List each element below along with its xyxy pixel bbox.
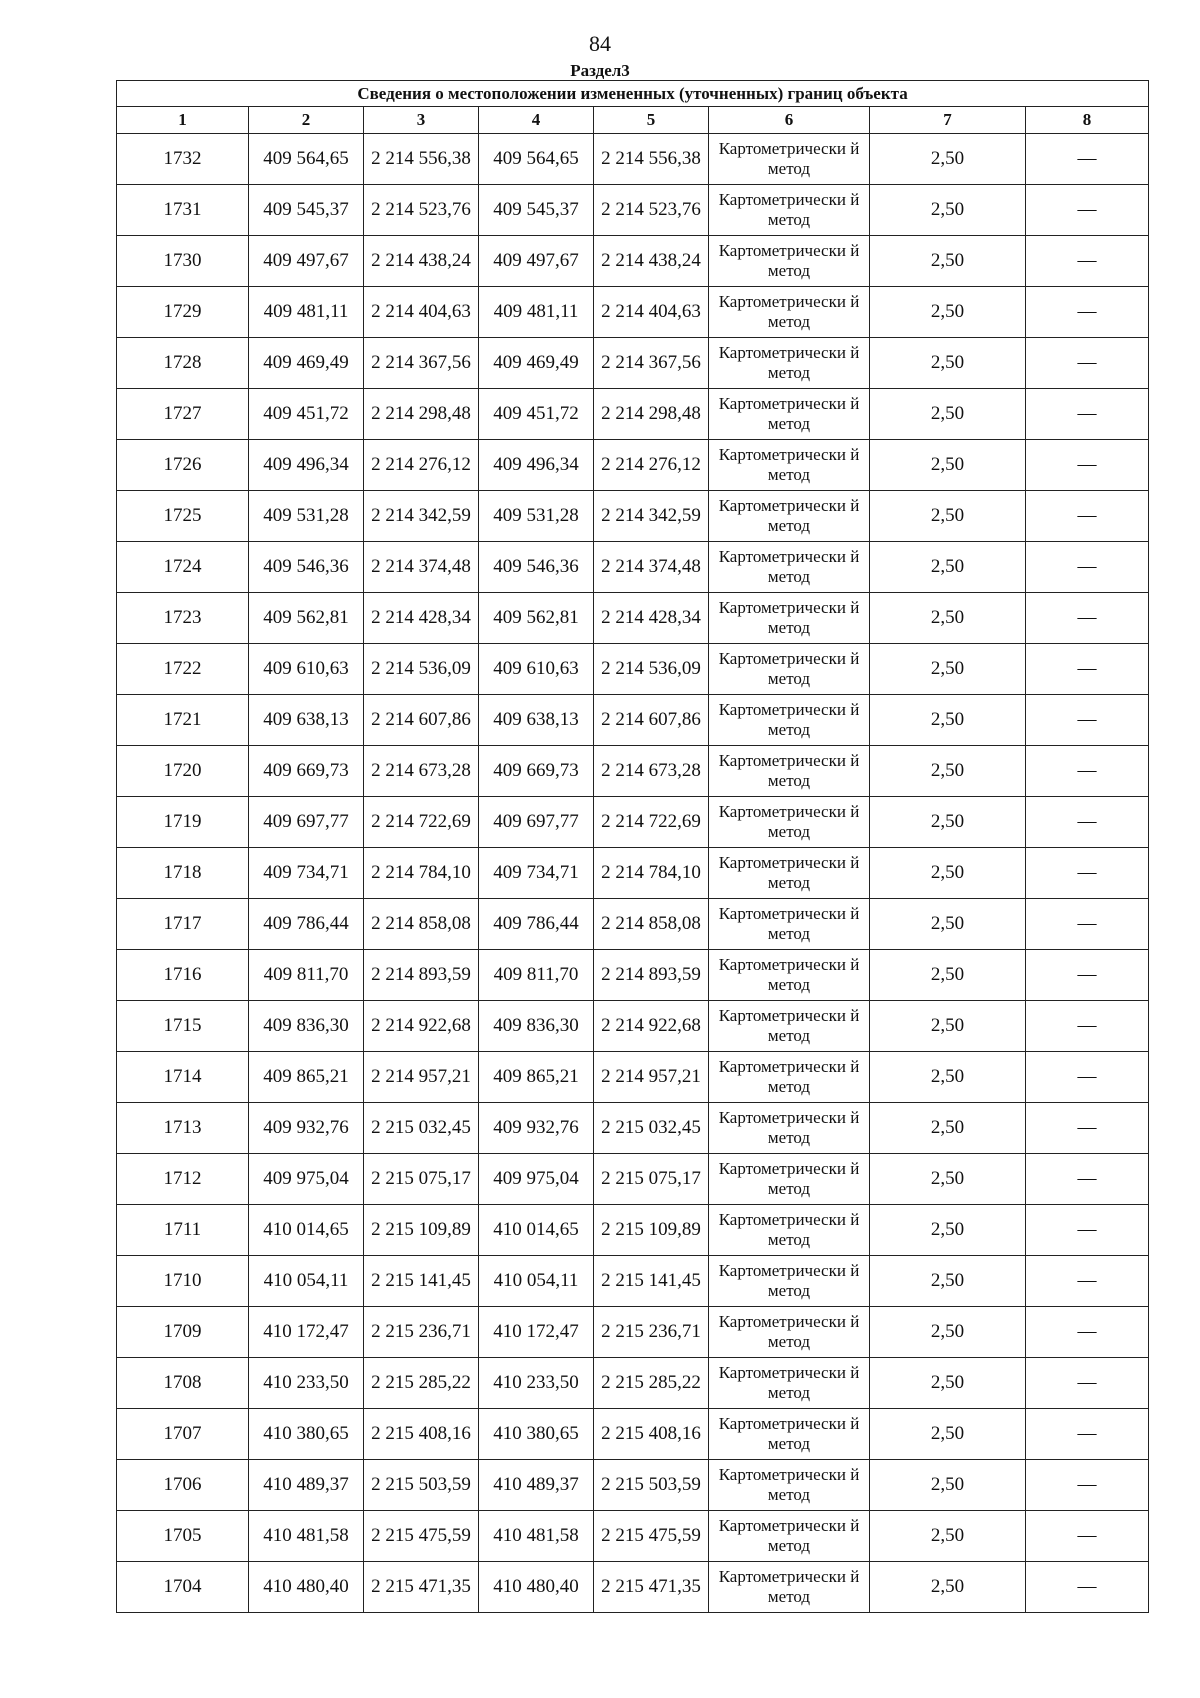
y-new-cell: 2 214 438,24: [594, 236, 709, 287]
point-number-cell: 1723: [117, 593, 249, 644]
y-existing-cell: 2 215 503,59: [364, 1460, 479, 1511]
point-number-cell: 1705: [117, 1511, 249, 1562]
x-new-cell: 410 380,65: [479, 1409, 594, 1460]
x-existing-cell: 410 481,58: [249, 1511, 364, 1562]
x-new-cell: 409 564,65: [479, 134, 594, 185]
x-new-cell: 409 669,73: [479, 746, 594, 797]
x-existing-cell: 410 014,65: [249, 1205, 364, 1256]
point-number-cell: 1730: [117, 236, 249, 287]
x-existing-cell: 409 865,21: [249, 1052, 364, 1103]
y-new-cell: 2 215 285,22: [594, 1358, 709, 1409]
method-cell: Картометрически й метод: [709, 797, 870, 848]
note-cell: —: [1026, 695, 1149, 746]
table-row: [117, 746, 1149, 797]
x-existing-cell: 409 610,63: [249, 644, 364, 695]
point-number-cell: 1707: [117, 1409, 249, 1460]
table-row: [117, 1256, 1149, 1307]
x-new-cell: 409 562,81: [479, 593, 594, 644]
table-row: [117, 1001, 1149, 1052]
method-cell: Картометрически й метод: [709, 134, 870, 185]
table-row: [117, 1460, 1149, 1511]
accuracy-cell: 2,50: [870, 1052, 1026, 1103]
point-number-cell: 1728: [117, 338, 249, 389]
note-cell: —: [1026, 746, 1149, 797]
y-existing-cell: 2 215 475,59: [364, 1511, 479, 1562]
x-existing-cell: 410 380,65: [249, 1409, 364, 1460]
accuracy-cell: 2,50: [870, 1001, 1026, 1052]
accuracy-cell: 2,50: [870, 491, 1026, 542]
method-cell: Картометрически й метод: [709, 1358, 870, 1409]
column-number-2: 2: [249, 107, 364, 134]
x-new-cell: 409 531,28: [479, 491, 594, 542]
y-existing-cell: 2 215 408,16: [364, 1409, 479, 1460]
y-new-cell: 2 214 722,69: [594, 797, 709, 848]
column-number-4: 4: [479, 107, 594, 134]
y-new-cell: 2 214 673,28: [594, 746, 709, 797]
boundary-coordinates-table: [116, 80, 1149, 1613]
y-existing-cell: 2 214 536,09: [364, 644, 479, 695]
method-cell: Картометрически й метод: [709, 1562, 870, 1613]
point-number-cell: 1731: [117, 185, 249, 236]
y-new-cell: 2 214 556,38: [594, 134, 709, 185]
y-new-cell: 2 214 893,59: [594, 950, 709, 1001]
x-new-cell: 410 054,11: [479, 1256, 594, 1307]
point-number-cell: 1704: [117, 1562, 249, 1613]
y-existing-cell: 2 214 722,69: [364, 797, 479, 848]
point-number-cell: 1712: [117, 1154, 249, 1205]
point-number-cell: 1720: [117, 746, 249, 797]
method-cell: Картометрически й метод: [709, 287, 870, 338]
note-cell: —: [1026, 1001, 1149, 1052]
y-new-cell: 2 214 342,59: [594, 491, 709, 542]
table-row: [117, 389, 1149, 440]
point-number-cell: 1727: [117, 389, 249, 440]
x-new-cell: 409 975,04: [479, 1154, 594, 1205]
x-new-cell: 409 497,67: [479, 236, 594, 287]
x-new-cell: 409 811,70: [479, 950, 594, 1001]
x-existing-cell: 409 811,70: [249, 950, 364, 1001]
note-cell: —: [1026, 644, 1149, 695]
section-title: Раздел3: [570, 61, 630, 80]
method-cell: Картометрически й метод: [709, 1409, 870, 1460]
x-new-cell: 409 734,71: [479, 848, 594, 899]
table-row: [117, 134, 1149, 185]
y-new-cell: 2 214 922,68: [594, 1001, 709, 1052]
x-existing-cell: 409 531,28: [249, 491, 364, 542]
point-number-cell: 1714: [117, 1052, 249, 1103]
point-number-cell: 1726: [117, 440, 249, 491]
y-new-cell: 2 214 404,63: [594, 287, 709, 338]
y-existing-cell: 2 215 471,35: [364, 1562, 479, 1613]
y-existing-cell: 2 214 523,76: [364, 185, 479, 236]
note-cell: —: [1026, 287, 1149, 338]
method-cell: Картометрически й метод: [709, 389, 870, 440]
x-new-cell: 410 480,40: [479, 1562, 594, 1613]
method-cell: Картометрически й метод: [709, 1154, 870, 1205]
point-number-cell: 1715: [117, 1001, 249, 1052]
y-new-cell: 2 215 109,89: [594, 1205, 709, 1256]
y-existing-cell: 2 215 285,22: [364, 1358, 479, 1409]
table-row: [117, 1103, 1149, 1154]
point-number-cell: 1713: [117, 1103, 249, 1154]
note-cell: —: [1026, 1154, 1149, 1205]
x-existing-cell: 409 836,30: [249, 1001, 364, 1052]
note-cell: —: [1026, 1103, 1149, 1154]
table-row: [117, 1358, 1149, 1409]
x-existing-cell: 409 469,49: [249, 338, 364, 389]
x-existing-cell: 409 975,04: [249, 1154, 364, 1205]
method-cell: Картометрически й метод: [709, 695, 870, 746]
accuracy-cell: 2,50: [870, 644, 1026, 695]
x-existing-cell: 409 638,13: [249, 695, 364, 746]
y-existing-cell: 2 215 075,17: [364, 1154, 479, 1205]
point-number-cell: 1717: [117, 899, 249, 950]
x-new-cell: 409 610,63: [479, 644, 594, 695]
column-number-row: [117, 107, 1149, 134]
accuracy-cell: 2,50: [870, 1562, 1026, 1613]
x-existing-cell: 409 496,34: [249, 440, 364, 491]
note-cell: —: [1026, 134, 1149, 185]
note-cell: —: [1026, 899, 1149, 950]
method-cell: Картометрически й метод: [709, 1205, 870, 1256]
x-existing-cell: 410 233,50: [249, 1358, 364, 1409]
table-body: [117, 134, 1149, 1613]
x-existing-cell: 409 546,36: [249, 542, 364, 593]
y-new-cell: 2 214 298,48: [594, 389, 709, 440]
y-new-cell: 2 214 367,56: [594, 338, 709, 389]
method-cell: Картометрически й метод: [709, 236, 870, 287]
x-existing-cell: 409 497,67: [249, 236, 364, 287]
method-cell: Картометрически й метод: [709, 1103, 870, 1154]
accuracy-cell: 2,50: [870, 338, 1026, 389]
accuracy-cell: 2,50: [870, 1205, 1026, 1256]
note-cell: —: [1026, 1205, 1149, 1256]
accuracy-cell: 2,50: [870, 389, 1026, 440]
note-cell: —: [1026, 950, 1149, 1001]
note-cell: —: [1026, 185, 1149, 236]
y-existing-cell: 2 214 893,59: [364, 950, 479, 1001]
y-new-cell: 2 215 032,45: [594, 1103, 709, 1154]
y-existing-cell: 2 214 922,68: [364, 1001, 479, 1052]
x-existing-cell: 409 669,73: [249, 746, 364, 797]
table-row: [117, 287, 1149, 338]
x-existing-cell: 409 786,44: [249, 899, 364, 950]
x-new-cell: 409 638,13: [479, 695, 594, 746]
accuracy-cell: 2,50: [870, 1154, 1026, 1205]
x-new-cell: 409 932,76: [479, 1103, 594, 1154]
y-existing-cell: 2 214 276,12: [364, 440, 479, 491]
y-new-cell: 2 214 276,12: [594, 440, 709, 491]
x-new-cell: 410 172,47: [479, 1307, 594, 1358]
x-new-cell: 409 786,44: [479, 899, 594, 950]
page-number: 84: [589, 31, 611, 56]
x-new-cell: 409 836,30: [479, 1001, 594, 1052]
point-number-cell: 1724: [117, 542, 249, 593]
accuracy-cell: 2,50: [870, 1358, 1026, 1409]
accuracy-cell: 2,50: [870, 1460, 1026, 1511]
point-number-cell: 1706: [117, 1460, 249, 1511]
method-cell: Картометрически й метод: [709, 491, 870, 542]
table-row: [117, 1205, 1149, 1256]
column-number-7: 7: [870, 107, 1026, 134]
column-number-3: 3: [364, 107, 479, 134]
y-new-cell: 2 214 428,34: [594, 593, 709, 644]
y-existing-cell: 2 214 438,24: [364, 236, 479, 287]
note-cell: —: [1026, 542, 1149, 593]
note-cell: —: [1026, 593, 1149, 644]
table-row: [117, 797, 1149, 848]
y-new-cell: 2 215 408,16: [594, 1409, 709, 1460]
note-cell: —: [1026, 236, 1149, 287]
method-cell: Картометрически й метод: [709, 338, 870, 389]
accuracy-cell: 2,50: [870, 695, 1026, 746]
table-row: [117, 1052, 1149, 1103]
y-existing-cell: 2 215 141,45: [364, 1256, 479, 1307]
note-cell: —: [1026, 1562, 1149, 1613]
note-cell: —: [1026, 1052, 1149, 1103]
note-cell: —: [1026, 1256, 1149, 1307]
y-existing-cell: 2 214 367,56: [364, 338, 479, 389]
y-new-cell: 2 215 475,59: [594, 1511, 709, 1562]
x-new-cell: 410 014,65: [479, 1205, 594, 1256]
y-existing-cell: 2 215 236,71: [364, 1307, 479, 1358]
method-cell: Картометрически й метод: [709, 950, 870, 1001]
x-new-cell: 409 481,11: [479, 287, 594, 338]
y-existing-cell: 2 215 109,89: [364, 1205, 479, 1256]
table-row: [117, 695, 1149, 746]
method-cell: Картометрически й метод: [709, 440, 870, 491]
point-number-cell: 1721: [117, 695, 249, 746]
table-row: [117, 950, 1149, 1001]
accuracy-cell: 2,50: [870, 593, 1026, 644]
x-new-cell: 409 697,77: [479, 797, 594, 848]
y-new-cell: 2 215 236,71: [594, 1307, 709, 1358]
accuracy-cell: 2,50: [870, 950, 1026, 1001]
x-new-cell: 409 451,72: [479, 389, 594, 440]
note-cell: —: [1026, 1358, 1149, 1409]
column-number-6: 6: [709, 107, 870, 134]
point-number-cell: 1729: [117, 287, 249, 338]
y-existing-cell: 2 214 404,63: [364, 287, 479, 338]
table-row: [117, 593, 1149, 644]
method-cell: Картометрически й метод: [709, 848, 870, 899]
x-existing-cell: 410 489,37: [249, 1460, 364, 1511]
x-existing-cell: 409 734,71: [249, 848, 364, 899]
point-number-cell: 1722: [117, 644, 249, 695]
y-existing-cell: 2 214 298,48: [364, 389, 479, 440]
table-row: [117, 1154, 1149, 1205]
x-new-cell: 409 545,37: [479, 185, 594, 236]
accuracy-cell: 2,50: [870, 1307, 1026, 1358]
method-cell: Картометрически й метод: [709, 1307, 870, 1358]
method-cell: Картометрически й метод: [709, 644, 870, 695]
y-new-cell: 2 215 075,17: [594, 1154, 709, 1205]
y-new-cell: 2 214 957,21: [594, 1052, 709, 1103]
accuracy-cell: 2,50: [870, 1409, 1026, 1460]
table-row: [117, 1562, 1149, 1613]
method-cell: Картометрически й метод: [709, 1256, 870, 1307]
column-number-8: 8: [1026, 107, 1149, 134]
y-existing-cell: 2 214 957,21: [364, 1052, 479, 1103]
x-new-cell: 410 481,58: [479, 1511, 594, 1562]
method-cell: Картометрически й метод: [709, 899, 870, 950]
method-cell: Картометрически й метод: [709, 746, 870, 797]
point-number-cell: 1719: [117, 797, 249, 848]
table-row: [117, 848, 1149, 899]
caption-row: [117, 81, 1149, 107]
table-row: [117, 440, 1149, 491]
note-cell: —: [1026, 440, 1149, 491]
y-new-cell: 2 214 784,10: [594, 848, 709, 899]
y-existing-cell: 2 214 673,28: [364, 746, 479, 797]
accuracy-cell: 2,50: [870, 542, 1026, 593]
y-existing-cell: 2 214 556,38: [364, 134, 479, 185]
accuracy-cell: 2,50: [870, 1256, 1026, 1307]
point-number-cell: 1708: [117, 1358, 249, 1409]
accuracy-cell: 2,50: [870, 797, 1026, 848]
accuracy-cell: 2,50: [870, 1511, 1026, 1562]
table-row: [117, 1307, 1149, 1358]
note-cell: —: [1026, 848, 1149, 899]
note-cell: —: [1026, 491, 1149, 542]
point-number-cell: 1710: [117, 1256, 249, 1307]
note-cell: —: [1026, 797, 1149, 848]
table-row: [117, 236, 1149, 287]
x-new-cell: 409 546,36: [479, 542, 594, 593]
method-cell: Картометрически й метод: [709, 542, 870, 593]
table-caption: Сведения о местоположении измененных (уточненных) границ объекта: [117, 81, 1149, 107]
y-existing-cell: 2 214 342,59: [364, 491, 479, 542]
x-existing-cell: 410 054,11: [249, 1256, 364, 1307]
table-row: [117, 1511, 1149, 1562]
x-existing-cell: 410 172,47: [249, 1307, 364, 1358]
method-cell: Картометрически й метод: [709, 1052, 870, 1103]
point-number-cell: 1718: [117, 848, 249, 899]
table-row: [117, 338, 1149, 389]
y-existing-cell: 2 215 032,45: [364, 1103, 479, 1154]
accuracy-cell: 2,50: [870, 287, 1026, 338]
accuracy-cell: 2,50: [870, 1103, 1026, 1154]
point-number-cell: 1711: [117, 1205, 249, 1256]
x-existing-cell: 409 562,81: [249, 593, 364, 644]
table-row: [117, 542, 1149, 593]
table-row: [117, 185, 1149, 236]
note-cell: —: [1026, 1511, 1149, 1562]
x-existing-cell: 409 545,37: [249, 185, 364, 236]
note-cell: —: [1026, 1409, 1149, 1460]
x-existing-cell: 409 451,72: [249, 389, 364, 440]
accuracy-cell: 2,50: [870, 440, 1026, 491]
y-new-cell: 2 214 523,76: [594, 185, 709, 236]
method-cell: Картометрически й метод: [709, 1511, 870, 1562]
table-row: [117, 1409, 1149, 1460]
accuracy-cell: 2,50: [870, 746, 1026, 797]
point-number-cell: 1716: [117, 950, 249, 1001]
accuracy-cell: 2,50: [870, 185, 1026, 236]
note-cell: —: [1026, 1460, 1149, 1511]
y-existing-cell: 2 214 374,48: [364, 542, 479, 593]
y-new-cell: 2 214 607,86: [594, 695, 709, 746]
table-row: [117, 899, 1149, 950]
table-row: [117, 491, 1149, 542]
x-new-cell: 410 233,50: [479, 1358, 594, 1409]
note-cell: —: [1026, 338, 1149, 389]
y-new-cell: 2 214 858,08: [594, 899, 709, 950]
method-cell: Картометрически й метод: [709, 185, 870, 236]
y-existing-cell: 2 214 858,08: [364, 899, 479, 950]
method-cell: Картометрически й метод: [709, 593, 870, 644]
point-number-cell: 1725: [117, 491, 249, 542]
y-existing-cell: 2 214 607,86: [364, 695, 479, 746]
note-cell: —: [1026, 1307, 1149, 1358]
x-existing-cell: 409 481,11: [249, 287, 364, 338]
y-new-cell: 2 215 141,45: [594, 1256, 709, 1307]
method-cell: Картометрически й метод: [709, 1001, 870, 1052]
accuracy-cell: 2,50: [870, 236, 1026, 287]
column-number-5: 5: [594, 107, 709, 134]
x-new-cell: 409 496,34: [479, 440, 594, 491]
accuracy-cell: 2,50: [870, 134, 1026, 185]
table-row: [117, 644, 1149, 695]
x-existing-cell: 409 932,76: [249, 1103, 364, 1154]
point-number-cell: 1732: [117, 134, 249, 185]
y-new-cell: 2 214 374,48: [594, 542, 709, 593]
note-cell: —: [1026, 389, 1149, 440]
point-number-cell: 1709: [117, 1307, 249, 1358]
x-existing-cell: 409 564,65: [249, 134, 364, 185]
x-new-cell: 410 489,37: [479, 1460, 594, 1511]
y-new-cell: 2 215 503,59: [594, 1460, 709, 1511]
x-new-cell: 409 469,49: [479, 338, 594, 389]
y-existing-cell: 2 214 784,10: [364, 848, 479, 899]
y-new-cell: 2 215 471,35: [594, 1562, 709, 1613]
accuracy-cell: 2,50: [870, 899, 1026, 950]
y-existing-cell: 2 214 428,34: [364, 593, 479, 644]
x-existing-cell: 410 480,40: [249, 1562, 364, 1613]
accuracy-cell: 2,50: [870, 848, 1026, 899]
method-cell: Картометрически й метод: [709, 1460, 870, 1511]
y-new-cell: 2 214 536,09: [594, 644, 709, 695]
x-new-cell: 409 865,21: [479, 1052, 594, 1103]
x-existing-cell: 409 697,77: [249, 797, 364, 848]
column-number-1: 1: [117, 107, 249, 134]
